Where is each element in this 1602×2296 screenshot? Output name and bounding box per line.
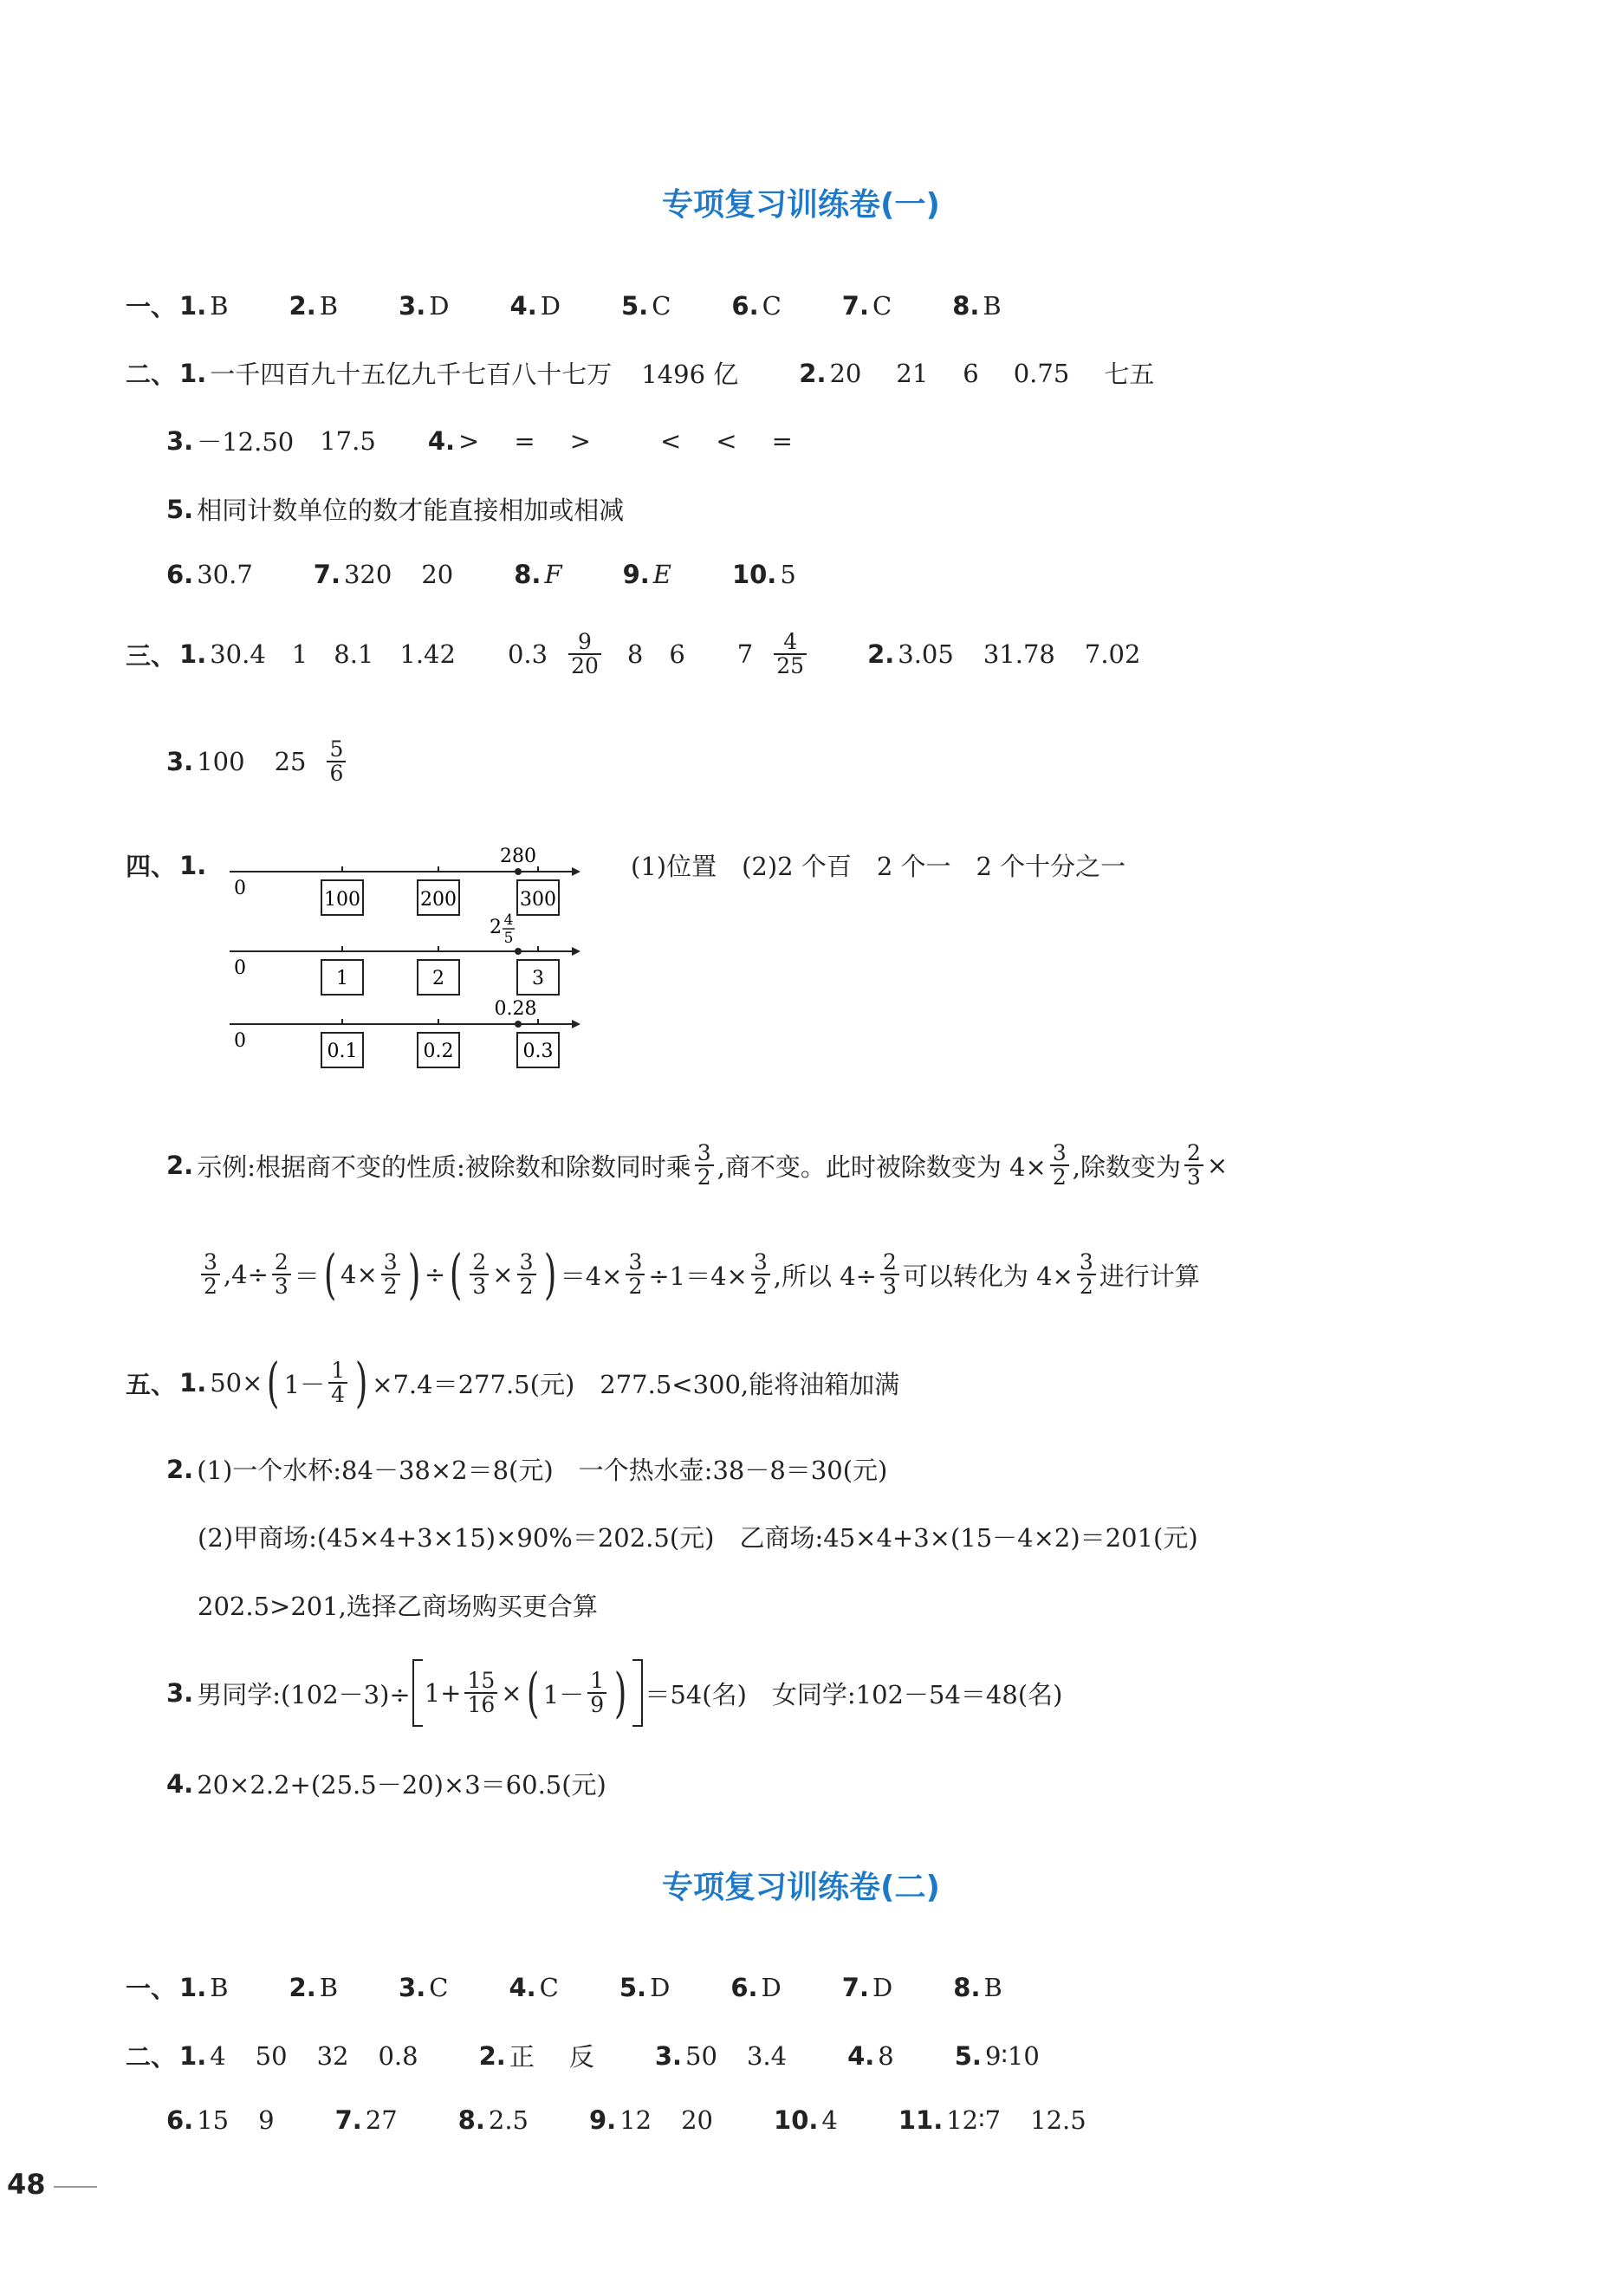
- text: 1+: [424, 1678, 462, 1708]
- fraction: [328, 1359, 347, 1407]
- part-lead: 二、: [126, 360, 177, 389]
- text: 可以转化为 4×: [902, 1261, 1073, 1291]
- answer: 七五: [1104, 360, 1155, 389]
- text: ÷: [424, 1260, 446, 1289]
- fraction: [751, 1251, 770, 1299]
- fraction: [201, 1251, 220, 1299]
- q-num: 8.: [457, 2105, 485, 2135]
- numerator: 3: [628, 1249, 643, 1274]
- text: ,除数变为: [1072, 1151, 1181, 1182]
- answer: F: [544, 560, 562, 589]
- numerator: 3: [383, 1249, 398, 1274]
- answer: 3.05: [898, 639, 954, 670]
- fraction: [272, 1251, 291, 1299]
- marker-denominator: 5: [503, 930, 514, 947]
- fraction: [568, 631, 601, 678]
- answer: (1)位置 (2)2 个百 2 个一 2 个十分之一: [631, 852, 1126, 881]
- answer: 30.4: [210, 639, 266, 670]
- q-num: 5.: [954, 2040, 982, 2071]
- s1-part2-row1: [126, 355, 1170, 391]
- s1-part5-q3: [166, 1659, 1062, 1727]
- q-num: 11.: [898, 2105, 944, 2135]
- q-num: 6.: [166, 560, 194, 589]
- text: (2)甲商场:(45×4+3×15)×90%＝202.5(元) 乙商场:45×4+3×(15－4×2)＝201(元): [198, 1523, 1198, 1553]
- s1-part5-q2-line1: [166, 1451, 887, 1487]
- zero-label: 0: [234, 878, 246, 899]
- numerator: 2: [882, 1249, 897, 1274]
- denominator: 2: [751, 1274, 770, 1298]
- s1-part4-q1-text: [631, 847, 1125, 883]
- answer: 9∶10: [984, 2040, 1040, 2071]
- marker-dot: [515, 1021, 522, 1028]
- fraction: [587, 1667, 606, 1717]
- denominator: 2: [1050, 1164, 1069, 1189]
- part-lead: 三、: [126, 640, 177, 671]
- text: ,所以 4÷: [773, 1261, 877, 1291]
- text: ,4÷: [223, 1260, 269, 1289]
- part-lead: 五、: [126, 1369, 177, 1399]
- text: ×: [501, 1678, 522, 1708]
- text: 1－: [283, 1369, 326, 1399]
- numerator: 3: [1079, 1249, 1093, 1274]
- q-num: 4.: [509, 1972, 536, 2002]
- fraction: [695, 1142, 714, 1190]
- s1-part5-q4: [166, 1766, 606, 1801]
- answer: 320: [343, 560, 392, 589]
- q-num: 2.: [166, 1454, 194, 1484]
- s1-part2-row3: [166, 491, 639, 527]
- denominator: 16: [464, 1692, 497, 1716]
- s1-part4-q1-label: [126, 847, 210, 883]
- answer: B: [983, 1972, 1002, 2002]
- numerator: 3: [204, 1249, 217, 1274]
- answer: 一千四百九十五亿九千七百八十七万: [210, 360, 613, 389]
- numerator: 4: [783, 629, 798, 654]
- text: (1)一个水杯:84－38×2＝8(元) 一个热水壶:38－8＝30(元): [197, 1456, 888, 1485]
- fraction: [517, 1251, 536, 1299]
- fraction: [464, 1667, 497, 1717]
- close-paren: ): [543, 1242, 556, 1306]
- s2-part2-row2: [166, 2105, 1102, 2135]
- part-lead: 四、: [126, 852, 177, 881]
- q-num: 10.: [774, 2105, 819, 2135]
- text: 进行计算: [1099, 1261, 1200, 1291]
- q-num: 9.: [622, 560, 650, 589]
- answer: 5: [780, 560, 796, 589]
- answer: 7.02: [1084, 639, 1141, 670]
- page-number-rule: [54, 2186, 97, 2188]
- q-num: 9.: [589, 2105, 617, 2135]
- box-value: 100: [324, 889, 360, 911]
- numerator: 2: [274, 1249, 289, 1274]
- answer: 7: [736, 639, 754, 670]
- part-lead: 一、: [126, 1974, 177, 2003]
- q-num: 8.: [952, 290, 980, 321]
- s1-part2-row2: [166, 423, 808, 458]
- text: 4×: [341, 1260, 378, 1289]
- number-line-3: [230, 998, 580, 1067]
- answer: 0.3: [507, 639, 548, 670]
- numerator: 1: [331, 1357, 345, 1383]
- numerator: 3: [1052, 1140, 1067, 1165]
- q-num: 5.: [619, 1972, 647, 2002]
- q-num: 1.: [179, 850, 207, 880]
- answer: －12.50: [197, 427, 295, 457]
- q-num: 3.: [654, 2040, 683, 2071]
- answer: >: [458, 425, 480, 456]
- answer: 正: [509, 2042, 535, 2072]
- answer: 4: [821, 2105, 838, 2135]
- answer: 12: [619, 2105, 652, 2135]
- box-value: 1: [336, 968, 348, 989]
- q-num: 1.: [179, 1972, 207, 2002]
- text: ,商不变。此时被除数变为 4×: [717, 1151, 1047, 1182]
- answer: 32: [316, 2040, 349, 2071]
- answer: 17.5: [320, 425, 376, 456]
- answer: 20: [421, 560, 454, 589]
- answer: B: [319, 290, 339, 321]
- denominator: 3: [272, 1274, 291, 1298]
- answer: D: [429, 290, 450, 321]
- answer: 反: [568, 2042, 594, 2072]
- answer: 12∶7: [946, 2105, 1002, 2135]
- section-title-1: 专项复习训练卷(一): [662, 187, 940, 223]
- numerator: 3: [697, 1140, 711, 1165]
- answer: C: [652, 290, 671, 321]
- answer: D: [761, 1972, 782, 2002]
- q-num: 4.: [509, 290, 537, 321]
- q-num: 1.: [179, 2040, 207, 2071]
- denominator: 6: [327, 761, 346, 785]
- fraction: [327, 738, 346, 786]
- answer: 9: [258, 2105, 275, 2135]
- answer: 15: [197, 2105, 230, 2135]
- answer: 3.4: [746, 2040, 788, 2071]
- q-num: 1.: [179, 358, 207, 388]
- denominator: 3: [470, 1274, 489, 1298]
- q-num: 7.: [841, 290, 869, 321]
- s1-part5-q2-line3: [198, 1587, 598, 1623]
- q-num: 10.: [731, 560, 777, 589]
- s1-part3-row2: [166, 738, 349, 786]
- part-lead: 一、: [126, 292, 177, 321]
- q-num: 3.: [399, 1972, 426, 2002]
- q-num: 1.: [179, 290, 207, 321]
- marker-dot: [515, 868, 522, 875]
- q-num: 8.: [953, 1972, 981, 2002]
- marker-dot: [515, 948, 522, 955]
- numerator: 3: [519, 1249, 534, 1274]
- close-bracket: [632, 1659, 643, 1727]
- q-num: 2.: [289, 1972, 316, 2002]
- answer: 1496 亿: [641, 360, 739, 389]
- text: 1－: [542, 1679, 585, 1709]
- text: 20×2.2+(25.5－20)×3＝60.5(元): [197, 1770, 606, 1800]
- number-line-1: [230, 846, 580, 915]
- close-paren: ): [354, 1351, 368, 1414]
- q-num: 3.: [399, 290, 426, 321]
- marker-whole: 2: [490, 917, 502, 938]
- answer: B: [319, 1972, 339, 2002]
- s1-part4-q2-line2: [198, 1242, 1200, 1306]
- q-num: 6.: [730, 1972, 758, 2002]
- numerator: 1: [590, 1667, 605, 1693]
- number-line-diagram: [221, 840, 585, 1074]
- marker-label: 0.28: [494, 998, 537, 1020]
- denominator: 25: [774, 653, 807, 678]
- answer: B: [983, 290, 1002, 321]
- numerator: 9: [578, 629, 592, 654]
- answer: C: [872, 290, 892, 321]
- text: ＝4×: [560, 1261, 623, 1291]
- q-num: 4.: [847, 2040, 875, 2071]
- answer: 50: [255, 2040, 288, 2071]
- answer: 20: [681, 2105, 714, 2135]
- q-num: 6.: [166, 2105, 194, 2135]
- box-value: 3: [532, 968, 544, 989]
- answer: 2.5: [488, 2105, 529, 2135]
- answer: 100: [197, 747, 245, 777]
- box-value: 300: [520, 889, 556, 911]
- denominator: 2: [201, 1274, 220, 1298]
- answer: 21: [896, 358, 929, 388]
- answer: B: [210, 290, 229, 321]
- answer: D: [650, 1972, 671, 2002]
- box-value: 0.3: [522, 1041, 554, 1062]
- answer: 8.1: [334, 639, 374, 670]
- answer: 1.42: [399, 639, 456, 670]
- open-bracket: [412, 1659, 423, 1727]
- q-num: 6.: [731, 290, 759, 321]
- q-num: 2.: [478, 2040, 506, 2071]
- marker-label: 280: [500, 846, 536, 867]
- marker-numerator: 4: [503, 911, 514, 929]
- fraction: [880, 1251, 899, 1299]
- close-paren: ): [613, 1661, 627, 1724]
- fraction: [774, 631, 807, 678]
- q-num: 4.: [166, 1768, 194, 1799]
- numerator: 2: [1186, 1140, 1201, 1165]
- fraction: [1184, 1142, 1203, 1190]
- box-value: 0.1: [327, 1041, 358, 1062]
- q-num: 3.: [166, 1678, 194, 1708]
- text: ×: [492, 1260, 514, 1289]
- answer: 相同计数单位的数才能直接相加或相减: [197, 496, 625, 525]
- s1-part5-q2-line2: [198, 1519, 1198, 1554]
- q-num: 5.: [620, 290, 649, 321]
- close-paren: ): [407, 1242, 421, 1306]
- answer: =: [771, 425, 793, 456]
- numerator: 3: [753, 1249, 768, 1274]
- answer: 30.7: [197, 560, 253, 589]
- answer: C: [762, 290, 782, 321]
- answer: D: [872, 1972, 893, 2002]
- denominator: 2: [626, 1274, 645, 1298]
- numerator: 5: [329, 736, 344, 762]
- answer: 31.78: [983, 639, 1055, 670]
- zero-label: 0: [234, 957, 246, 979]
- fraction: [381, 1251, 400, 1299]
- s2-part2-row1: [126, 2038, 1055, 2073]
- q-num: 7.: [841, 1972, 869, 2002]
- text: ＝: [294, 1261, 320, 1291]
- answer: 20: [829, 358, 862, 388]
- answer: 0.75: [1013, 358, 1070, 388]
- answer: B: [210, 1972, 229, 2002]
- answer: E: [652, 560, 671, 589]
- text: 男同学:(102－3)÷: [197, 1679, 411, 1709]
- s2-part1-row: [126, 1969, 1018, 2005]
- part-lead: 二、: [126, 2042, 177, 2072]
- answer: >: [569, 425, 591, 456]
- answer: 1: [291, 639, 308, 670]
- text: ＝54(名) 女同学:102－54＝48(名): [645, 1679, 1063, 1709]
- number-line-2: [230, 911, 580, 995]
- answer: <: [659, 425, 682, 456]
- fraction: [626, 1251, 645, 1299]
- answer: 6: [963, 358, 979, 388]
- answer: 0.8: [378, 2040, 418, 2071]
- answer: 50: [685, 2040, 717, 2071]
- text: 示例:根据商不变的性质:被除数和除数同时乘: [197, 1151, 691, 1182]
- answer: 12.5: [1030, 2105, 1086, 2135]
- q-num: 4.: [427, 425, 456, 456]
- box-value: 2: [432, 968, 444, 989]
- q-num: 1.: [179, 639, 207, 670]
- answer: 8: [626, 639, 644, 670]
- text: ×: [1206, 1151, 1229, 1181]
- s1-part1-row: [126, 288, 1017, 323]
- denominator: 4: [328, 1382, 347, 1406]
- fraction: [1077, 1251, 1096, 1299]
- answer: =: [514, 425, 535, 456]
- numerator: 15: [467, 1667, 496, 1693]
- q-num: 2.: [289, 290, 316, 321]
- zero-label: 0: [234, 1030, 246, 1052]
- q-num: 5.: [166, 494, 194, 524]
- q-num: 3.: [166, 425, 194, 456]
- denominator: 3: [880, 1274, 899, 1298]
- denominator: 2: [517, 1274, 536, 1298]
- box-value: 0.2: [423, 1041, 454, 1062]
- answer: C: [429, 1972, 449, 2002]
- q-num: 2.: [799, 358, 827, 388]
- q-num: 1.: [179, 1368, 207, 1398]
- denominator: 3: [1184, 1164, 1203, 1189]
- fraction: [470, 1251, 489, 1299]
- text: ×7.4＝277.5(元) 277.5<300,能将油箱加满: [372, 1369, 900, 1399]
- q-num: 3.: [166, 747, 194, 777]
- denominator: 2: [695, 1164, 714, 1189]
- answer: 4: [210, 2040, 226, 2071]
- s1-part5-q1: [126, 1351, 900, 1414]
- q-num: 7.: [313, 560, 341, 589]
- answer: C: [539, 1972, 559, 2002]
- answer: <: [716, 425, 737, 456]
- answer: D: [540, 290, 561, 321]
- answer: 25: [274, 747, 307, 777]
- box-value: 200: [420, 889, 457, 911]
- open-paren: (: [450, 1242, 463, 1306]
- q-num: 7.: [334, 2105, 362, 2135]
- denominator: 20: [568, 653, 601, 678]
- denominator: 2: [381, 1274, 400, 1298]
- s1-part2-row4: [166, 560, 812, 589]
- page-number: 48: [7, 2168, 46, 2201]
- q-num: 8.: [514, 560, 542, 589]
- text: ÷1＝4×: [648, 1261, 748, 1291]
- text: 50×: [210, 1368, 263, 1398]
- answer: 8: [878, 2040, 894, 2071]
- fraction: [1050, 1142, 1069, 1190]
- section-title-2: 专项复习训练卷(二): [662, 1870, 940, 1905]
- open-paren: (: [526, 1661, 539, 1724]
- denominator: 2: [1077, 1274, 1096, 1298]
- numerator: 2: [472, 1249, 487, 1274]
- s1-part3-row1: [126, 631, 1156, 678]
- answer: 27: [365, 2105, 398, 2135]
- open-paren: (: [323, 1242, 337, 1306]
- denominator: 9: [587, 1692, 606, 1716]
- answer: 6: [669, 639, 685, 670]
- q-num: 2.: [166, 1151, 194, 1181]
- s1-part4-q2-line1: [166, 1142, 1228, 1190]
- open-paren: (: [267, 1351, 280, 1414]
- text: 202.5>201,选择乙商场购买更合算: [198, 1592, 598, 1621]
- q-num: 2.: [867, 639, 895, 670]
